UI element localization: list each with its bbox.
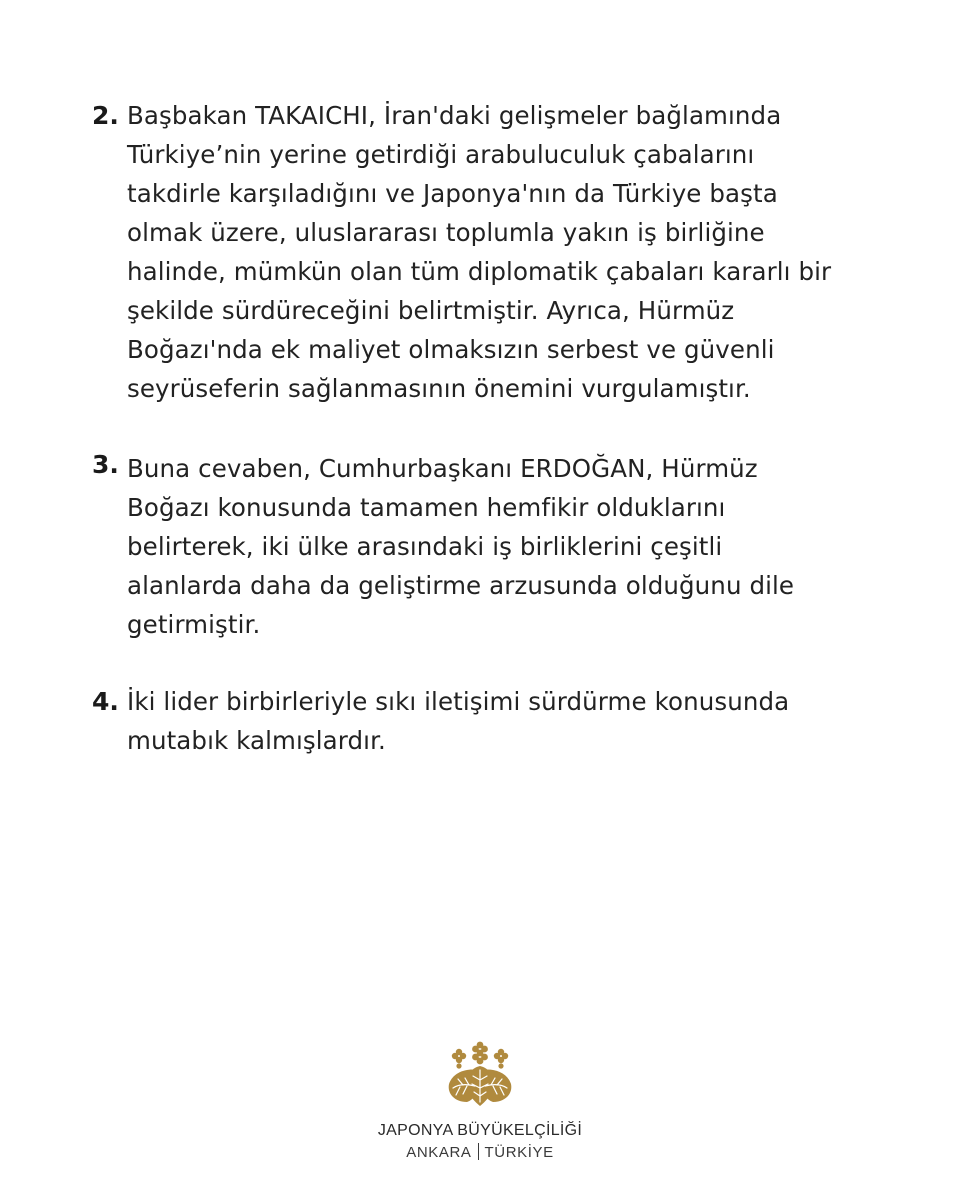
text-line: takdirle karşıladığını ve Japonya'nın da Türkiye başta	[127, 179, 778, 208]
item-number: 4.	[92, 687, 119, 716]
item-number: 2.	[92, 101, 119, 130]
item-text	[127, 96, 887, 408]
text-line: halinde, mümkün olan tüm diplomatik çabaları kararlı bir	[127, 257, 832, 286]
text-line: İki lider birbirleriyle sıkı iletişimi sürdürme konusunda	[127, 687, 790, 716]
embassy-footer	[0, 1040, 960, 1163]
text-line: olmak üzere, uluslararası toplumla yakın iş birliğine	[127, 218, 765, 247]
text-line: mutabık kalmışlardır.	[127, 726, 386, 755]
paulownia-emblem-icon	[445, 1040, 515, 1110]
item-number: 3.	[92, 450, 119, 479]
embassy-location	[0, 1143, 960, 1163]
embassy-name: JAPONYA BÜYÜKELÇİLİĞİ	[377, 1122, 583, 1139]
country-label: TÜRKİYE	[484, 1144, 554, 1161]
text-line: seyrüseferin sağlanmasının önemini vurgulamıştır.	[127, 374, 751, 403]
text-line: Buna cevaben, Cumhurbaşkanı ERDOĞAN, Hürmüz	[127, 454, 758, 483]
text-line: belirterek, iki ülke arasındaki iş birliklerini çeşitli	[127, 532, 723, 561]
text-line: getirmiştir.	[127, 610, 261, 639]
location-separator	[478, 1143, 479, 1160]
text-line: alanlarda daha da geliştirme arzusunda olduğunu dile	[127, 571, 795, 600]
item-text	[127, 682, 887, 760]
text-line: şekilde sürdüreceğini belirtmiştir. Ayrıca, Hürmüz	[127, 296, 735, 325]
text-line: Başbakan TAKAICHI, İran'daki gelişmeler bağlamında	[127, 101, 782, 130]
item-text	[127, 449, 887, 644]
city-label: ANKARA	[406, 1144, 472, 1161]
text-line: Türkiye’nin yerine getirdiği arabuluculuk çabalarını	[127, 140, 755, 169]
text-line: Boğazı konusunda tamamen hemfikir olduklarını	[127, 493, 726, 522]
text-line: Boğazı'nda ek maliyet olmaksızın serbest ve güvenli	[127, 335, 775, 364]
